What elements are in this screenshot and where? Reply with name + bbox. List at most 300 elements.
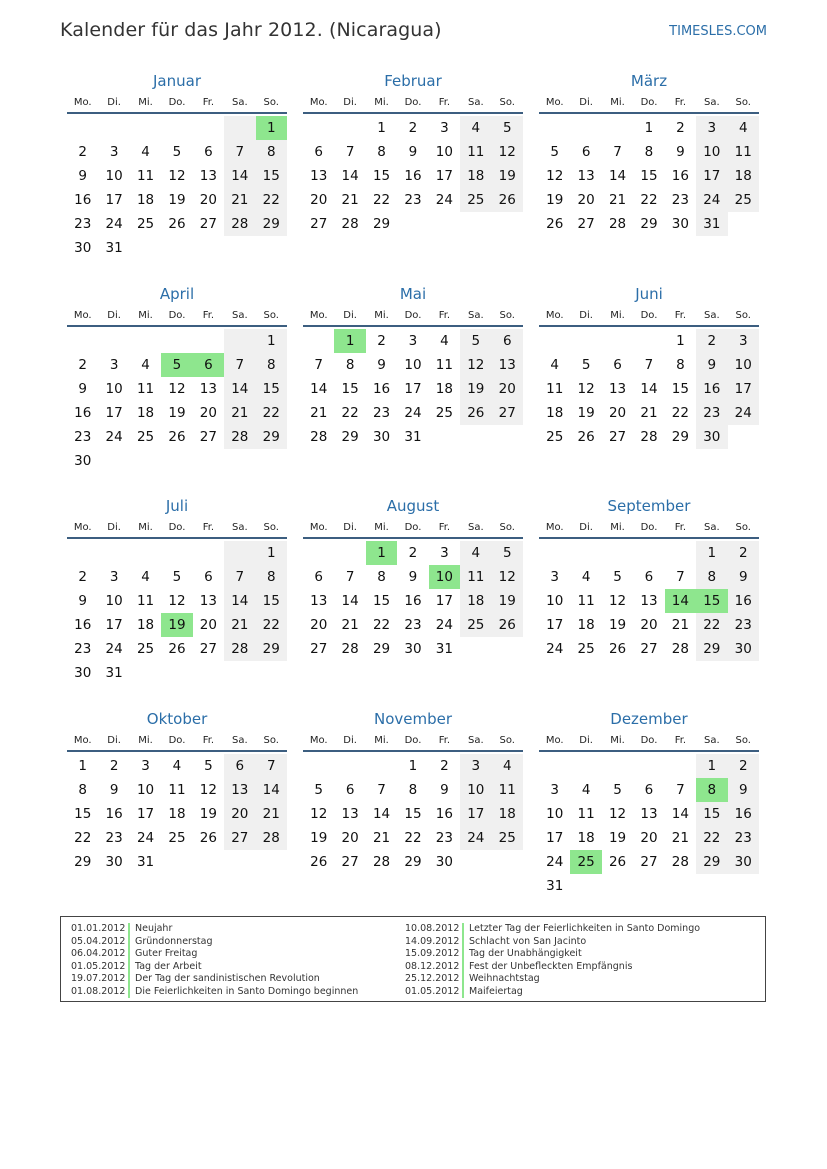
weekday-label: Di. (343, 522, 357, 533)
day-cell: 17 (105, 405, 123, 421)
weekday-label: Di. (579, 97, 593, 108)
day-cell: 18 (136, 192, 155, 208)
day-cell: 30 (728, 850, 759, 874)
weekday-label: Di. (107, 310, 121, 321)
empty-day-cell (130, 329, 161, 353)
day-cell: 28 (310, 429, 328, 445)
holiday-date: 08.12.2012 (405, 961, 464, 974)
day-cell: 25 (136, 429, 155, 445)
weekday-header (303, 519, 523, 539)
day-cell: 31 (546, 878, 564, 894)
empty-day-cell (602, 329, 633, 353)
weekday-header (303, 307, 523, 327)
day-cell: 28 (671, 854, 689, 870)
day-cell: 17 (105, 617, 123, 633)
day-cell: 12 (577, 381, 595, 397)
day-cell: 25 (728, 188, 759, 212)
weekday-label: Fr. (674, 310, 687, 321)
day-cell: 7 (676, 782, 685, 798)
day-cell: 16 (74, 192, 92, 208)
empty-day-cell (539, 541, 570, 565)
holiday-day-cell: 1 (256, 116, 287, 140)
day-cell: 14 (608, 168, 627, 184)
day-cell: 15 (671, 381, 689, 397)
weekday-label: Do. (404, 97, 422, 108)
day-cell: 23 (404, 192, 422, 208)
day-cell: 17 (728, 377, 759, 401)
day-grid (67, 116, 287, 260)
weekday-label: Mi. (610, 97, 625, 108)
day-cell: 4 (581, 782, 591, 798)
month-name: September (607, 497, 691, 515)
weekday-label: So. (499, 97, 515, 108)
day-cell: 22 (640, 192, 658, 208)
day-cell: 19 (310, 830, 328, 846)
day-cell: 31 (105, 240, 123, 256)
weekday-label: Sa. (467, 97, 484, 108)
day-cell: 18 (546, 405, 564, 421)
day-cell: 9 (109, 782, 119, 798)
day-cell: 29 (256, 637, 287, 661)
day-cell: 16 (728, 802, 759, 826)
day-cell: 21 (256, 802, 287, 826)
empty-day-cell (539, 329, 570, 353)
day-cell: 26 (546, 216, 564, 232)
day-cell: 2 (676, 120, 685, 136)
weekday-label: Fr. (674, 735, 687, 746)
empty-day-cell (67, 541, 98, 565)
day-cell: 25 (546, 429, 564, 445)
day-cell: 1 (676, 333, 685, 349)
day-cell: 3 (696, 116, 727, 140)
weekday-label: Mi. (138, 735, 153, 746)
day-cell: 13 (199, 168, 217, 184)
day-cell: 13 (640, 593, 658, 609)
day-grid (303, 754, 523, 874)
day-cell: 19 (608, 830, 627, 846)
day-cell: 22 (256, 188, 287, 212)
empty-day-cell (366, 754, 397, 778)
weekday-label: Di. (579, 735, 593, 746)
day-cell: 26 (168, 641, 186, 657)
day-cell: 10 (460, 778, 491, 802)
empty-day-cell (334, 541, 365, 565)
weekday-header (539, 732, 759, 752)
day-cell: 9 (728, 565, 759, 589)
day-cell: 18 (460, 164, 491, 188)
holiday-name: Maifeiertag (469, 985, 523, 997)
weekday-label: Mi. (138, 97, 153, 108)
holiday-name: Schlacht von San Jacinto (469, 935, 587, 947)
weekday-label: Di. (343, 735, 357, 746)
day-cell: 4 (141, 569, 150, 585)
day-cell: 19 (608, 617, 627, 633)
day-cell: 17 (546, 830, 564, 846)
holiday-name: Fest der Unbefleckten Empfängnis (469, 960, 633, 972)
day-cell: 21 (671, 830, 689, 846)
day-cell: 24 (136, 830, 155, 846)
day-cell: 21 (224, 613, 255, 637)
day-cell: 27 (199, 216, 217, 232)
weekday-label: Fr. (674, 522, 687, 533)
weekday-label: Do. (404, 310, 422, 321)
day-cell: 1 (256, 329, 287, 353)
day-cell: 24 (105, 216, 123, 232)
weekday-label: Sa. (467, 735, 484, 746)
day-cell: 9 (676, 144, 685, 160)
holiday-date: 10.08.2012 (405, 923, 464, 936)
day-cell: 10 (404, 357, 422, 373)
day-cell: 19 (492, 589, 523, 613)
weekday-label: Fr. (438, 735, 451, 746)
day-cell: 21 (608, 192, 627, 208)
weekday-label: Mo. (545, 310, 564, 321)
day-cell: 11 (577, 593, 595, 609)
day-cell: 28 (224, 212, 255, 236)
weekday-label: Do. (404, 522, 422, 533)
empty-day-cell (161, 329, 192, 353)
empty-day-cell (98, 541, 129, 565)
day-cell: 28 (224, 637, 255, 661)
day-cell: 6 (345, 782, 355, 798)
day-cell: 3 (550, 782, 559, 798)
day-cell: 10 (728, 353, 759, 377)
weekday-label: Mo. (73, 310, 92, 321)
day-cell: 1 (408, 758, 418, 774)
empty-day-cell (303, 754, 334, 778)
day-cell: 14 (224, 377, 255, 401)
day-cell: 12 (492, 565, 523, 589)
day-cell: 7 (224, 353, 255, 377)
day-cell: 14 (372, 806, 391, 822)
day-cell: 22 (404, 830, 422, 846)
weekday-label: Di. (579, 310, 593, 321)
empty-day-cell (130, 116, 161, 140)
day-cell: 29 (256, 212, 287, 236)
day-grid (539, 116, 759, 236)
month-name: Januar (153, 72, 201, 90)
weekday-label: Mo. (309, 97, 328, 108)
day-cell: 3 (440, 545, 449, 561)
day-cell: 29 (404, 854, 422, 870)
day-cell: 24 (546, 854, 564, 870)
weekday-label: Sa. (703, 310, 720, 321)
day-cell: 27 (224, 826, 255, 850)
day-cell: 18 (577, 830, 595, 846)
day-cell: 23 (74, 641, 92, 657)
day-cell: 26 (168, 429, 186, 445)
day-cell: 1 (78, 758, 87, 774)
day-cell: 18 (728, 164, 759, 188)
day-cell: 30 (435, 854, 453, 870)
empty-day-cell (633, 754, 664, 778)
weekday-label: So. (735, 735, 751, 746)
day-grid (67, 541, 287, 685)
day-cell: 31 (136, 854, 155, 870)
empty-day-cell (539, 116, 570, 140)
day-cell: 9 (408, 144, 418, 160)
day-cell: 11 (460, 565, 491, 589)
weekday-label: Mo. (545, 735, 564, 746)
month-september (539, 495, 759, 661)
day-cell: 24 (546, 641, 564, 657)
empty-day-cell (570, 754, 601, 778)
empty-day-cell (303, 329, 334, 353)
day-cell: 14 (310, 381, 328, 397)
legend-row (405, 961, 745, 974)
day-cell: 13 (224, 778, 255, 802)
day-cell: 13 (199, 593, 217, 609)
day-cell: 31 (404, 429, 422, 445)
holiday-name: Guter Freitag (135, 948, 198, 959)
day-cell: 8 (377, 144, 386, 160)
month-name: Dezember (610, 710, 688, 728)
day-cell: 30 (372, 429, 391, 445)
holiday-name: Weihnachtstag (469, 973, 540, 984)
day-cell: 8 (644, 144, 654, 160)
day-cell: 20 (199, 617, 217, 633)
day-cell: 6 (314, 144, 323, 160)
holiday-date: 01.05.2012 (405, 986, 464, 999)
day-cell: 26 (199, 830, 217, 846)
weekday-header (67, 307, 287, 327)
weekday-label: So. (499, 310, 515, 321)
day-cell: 28 (640, 429, 658, 445)
holiday-day-cell: 5 (161, 353, 192, 377)
day-cell: 25 (492, 826, 523, 850)
day-cell: 30 (74, 240, 92, 256)
legend-row (71, 961, 411, 974)
weekday-label: Do. (168, 97, 186, 108)
day-cell: 12 (168, 168, 186, 184)
day-cell: 27 (310, 216, 328, 232)
day-cell: 22 (696, 613, 727, 637)
weekday-label: Sa. (467, 310, 484, 321)
day-cell: 12 (310, 806, 328, 822)
day-cell: 10 (546, 593, 564, 609)
day-cell: 4 (141, 357, 150, 373)
day-cell: 4 (728, 116, 759, 140)
day-cell: 24 (728, 401, 759, 425)
day-cell: 8 (256, 565, 287, 589)
legend-row (405, 973, 745, 986)
legend-row (71, 986, 411, 999)
weekday-label: Fr. (438, 522, 451, 533)
day-cell: 20 (310, 192, 328, 208)
day-cell: 27 (640, 641, 658, 657)
weekday-label: So. (499, 735, 515, 746)
day-cell: 5 (581, 357, 591, 373)
day-cell: 22 (372, 617, 391, 633)
day-cell: 27 (492, 401, 523, 425)
day-cell: 1 (377, 120, 386, 136)
day-cell: 20 (640, 830, 658, 846)
day-cell: 15 (256, 589, 287, 613)
day-cell: 28 (256, 826, 287, 850)
day-cell: 22 (256, 401, 287, 425)
holiday-day-cell: 8 (696, 778, 727, 802)
weekday-label: So. (735, 97, 751, 108)
day-cell: 6 (224, 754, 255, 778)
day-cell: 8 (676, 357, 685, 373)
empty-day-cell (67, 116, 98, 140)
day-cell: 6 (613, 357, 622, 373)
weekday-header (303, 732, 523, 752)
weekday-label: Mi. (610, 735, 625, 746)
day-cell: 2 (408, 545, 418, 561)
weekday-label: Do. (168, 310, 186, 321)
day-cell: 8 (78, 782, 87, 798)
weekday-header (539, 519, 759, 539)
day-cell: 21 (671, 617, 689, 633)
weekday-header (303, 94, 523, 114)
weekday-label: Mi. (610, 522, 625, 533)
day-cell: 3 (109, 569, 119, 585)
day-cell: 7 (256, 754, 287, 778)
day-cell: 24 (105, 429, 123, 445)
day-cell: 22 (372, 192, 391, 208)
day-cell: 12 (492, 140, 523, 164)
day-cell: 1 (696, 754, 727, 778)
day-cell: 7 (613, 144, 622, 160)
day-cell: 26 (168, 216, 186, 232)
day-cell: 16 (728, 589, 759, 613)
day-cell: 8 (408, 782, 418, 798)
legend-row (405, 936, 745, 949)
day-cell: 8 (377, 569, 386, 585)
weekday-label: Mo. (545, 522, 564, 533)
day-cell: 26 (460, 401, 491, 425)
day-cell: 12 (460, 353, 491, 377)
legend-row (405, 986, 745, 999)
brand-link[interactable]: TIMESLES.COM (669, 24, 767, 39)
day-cell: 24 (696, 188, 727, 212)
day-cell: 27 (341, 854, 359, 870)
empty-day-cell (193, 329, 224, 353)
legend-row (405, 923, 745, 936)
weekday-header (539, 94, 759, 114)
day-cell: 12 (608, 593, 627, 609)
day-cell: 14 (224, 589, 255, 613)
day-cell: 3 (440, 120, 449, 136)
weekday-label: Di. (579, 522, 593, 533)
day-cell: 9 (78, 381, 87, 397)
month-juli (67, 495, 287, 685)
day-cell: 16 (372, 381, 391, 397)
day-cell: 16 (404, 593, 422, 609)
day-cell: 29 (341, 429, 359, 445)
day-cell: 2 (78, 569, 87, 585)
weekday-label: So. (499, 522, 515, 533)
day-cell: 30 (74, 665, 92, 681)
day-cell: 15 (404, 806, 422, 822)
legend-row (71, 973, 411, 986)
day-cell: 7 (676, 569, 685, 585)
day-cell: 11 (168, 782, 186, 798)
month-januar (67, 70, 287, 260)
weekday-label: Sa. (703, 522, 720, 533)
day-cell: 7 (644, 357, 654, 373)
day-cell: 4 (460, 116, 491, 140)
weekday-label: Mo. (545, 97, 564, 108)
holiday-day-cell: 1 (366, 541, 397, 565)
weekday-label: Fr. (202, 310, 215, 321)
day-cell: 3 (550, 569, 559, 585)
day-cell: 30 (105, 854, 123, 870)
day-cell: 23 (105, 830, 123, 846)
day-cell: 16 (74, 617, 92, 633)
day-cell: 11 (435, 357, 453, 373)
day-cell: 2 (696, 329, 727, 353)
day-cell: 10 (105, 381, 123, 397)
day-cell: 4 (581, 569, 591, 585)
day-cell: 10 (435, 144, 453, 160)
day-cell: 17 (546, 617, 564, 633)
day-cell: 30 (671, 216, 689, 232)
day-cell: 4 (172, 758, 182, 774)
month-märz (539, 70, 759, 236)
day-grid (303, 541, 523, 661)
day-cell: 28 (341, 641, 359, 657)
weekday-label: Sa. (231, 97, 248, 108)
weekday-header (67, 94, 287, 114)
day-cell: 2 (78, 357, 87, 373)
day-cell: 30 (728, 637, 759, 661)
holiday-day-cell: 10 (429, 565, 460, 589)
day-cell: 10 (696, 140, 727, 164)
day-cell: 7 (377, 782, 386, 798)
day-cell: 9 (78, 593, 87, 609)
empty-day-cell (633, 541, 664, 565)
day-cell: 13 (608, 381, 627, 397)
day-cell: 4 (460, 541, 491, 565)
day-cell: 10 (136, 782, 155, 798)
day-cell: 25 (168, 830, 186, 846)
weekday-label: Sa. (231, 310, 248, 321)
day-cell: 18 (435, 381, 453, 397)
weekday-label: Di. (343, 310, 357, 321)
month-juni (539, 283, 759, 449)
holiday-date: 01.08.2012 (71, 986, 130, 999)
day-cell: 11 (492, 778, 523, 802)
day-cell: 25 (136, 216, 155, 232)
empty-day-cell (130, 541, 161, 565)
empty-day-cell (539, 754, 570, 778)
weekday-label: So. (735, 310, 751, 321)
legend-row (71, 936, 411, 949)
day-cell: 4 (141, 144, 150, 160)
day-cell: 18 (577, 617, 595, 633)
day-cell: 5 (204, 758, 213, 774)
day-cell: 20 (577, 192, 595, 208)
day-cell: 6 (204, 569, 213, 585)
empty-day-cell (334, 754, 365, 778)
day-cell: 2 (377, 333, 386, 349)
holiday-day-cell: 25 (570, 850, 601, 874)
empty-day-cell (602, 116, 633, 140)
day-cell: 20 (341, 830, 359, 846)
day-cell: 18 (492, 802, 523, 826)
day-cell: 20 (199, 192, 217, 208)
day-cell: 24 (460, 826, 491, 850)
day-cell: 22 (671, 405, 689, 421)
day-cell: 5 (172, 569, 182, 585)
day-cell: 28 (341, 216, 359, 232)
empty-day-cell (303, 541, 334, 565)
day-cell: 6 (644, 569, 654, 585)
month-name: August (386, 497, 440, 515)
day-cell: 27 (608, 429, 627, 445)
